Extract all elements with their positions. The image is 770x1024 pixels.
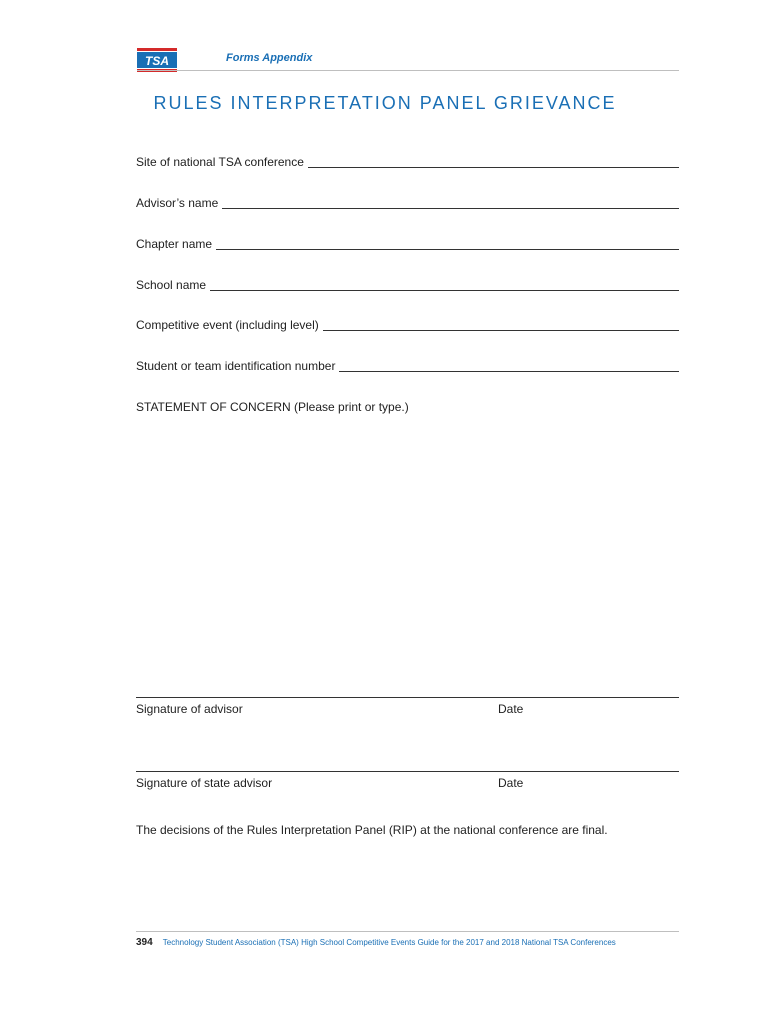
blank-line[interactable] xyxy=(323,319,679,331)
field-label: Student or team identification number xyxy=(136,359,336,373)
page-footer xyxy=(136,937,616,948)
state-advisor-date-label: Date xyxy=(498,776,524,790)
field-chapter-name[interactable] xyxy=(136,237,679,251)
field-label: Advisor’s name xyxy=(136,196,219,210)
field-label: Competitive event (including level) xyxy=(136,318,319,332)
field-student-id[interactable] xyxy=(136,359,679,373)
blank-line[interactable] xyxy=(210,279,679,291)
field-advisor-name[interactable] xyxy=(136,196,679,210)
section-title: Forms Appendix xyxy=(226,52,313,64)
advisor-date-label: Date xyxy=(498,702,524,716)
advisor-signature-label: Signature of advisor xyxy=(136,702,243,716)
blank-line[interactable] xyxy=(308,156,679,168)
advisor-signature-line[interactable] xyxy=(136,697,679,698)
state-advisor-signature-line[interactable] xyxy=(136,771,679,772)
header-divider xyxy=(137,70,679,71)
blank-line[interactable] xyxy=(339,360,679,372)
field-label: Site of national TSA conference xyxy=(136,155,304,169)
footer-divider xyxy=(136,931,679,932)
field-conference-site[interactable] xyxy=(136,155,679,169)
field-competitive-event[interactable] xyxy=(136,318,679,332)
page-number: 394 xyxy=(136,937,153,948)
document-title: RULES INTERPRETATION PANEL GRIEVANCE xyxy=(153,93,617,113)
blank-line[interactable] xyxy=(216,238,679,250)
field-label: School name xyxy=(136,278,207,292)
svg-text:TSA: TSA xyxy=(145,54,169,68)
blank-line[interactable] xyxy=(222,197,679,209)
field-label: Chapter name xyxy=(136,237,213,251)
tsa-logo xyxy=(137,48,177,72)
statement-of-concern-label: STATEMENT OF CONCERN (Please print or type.) xyxy=(136,400,409,414)
footer-text: Technology Student Association (TSA) High School Competitive Events Guide for the 2017 and 2018 National TSA Conferences xyxy=(162,938,616,947)
final-decision-note: The decisions of the Rules Interpretation Panel (RIP) at the national conference are final. xyxy=(136,823,608,837)
state-advisor-signature-label: Signature of state advisor xyxy=(136,776,273,790)
field-school-name[interactable] xyxy=(136,278,679,292)
